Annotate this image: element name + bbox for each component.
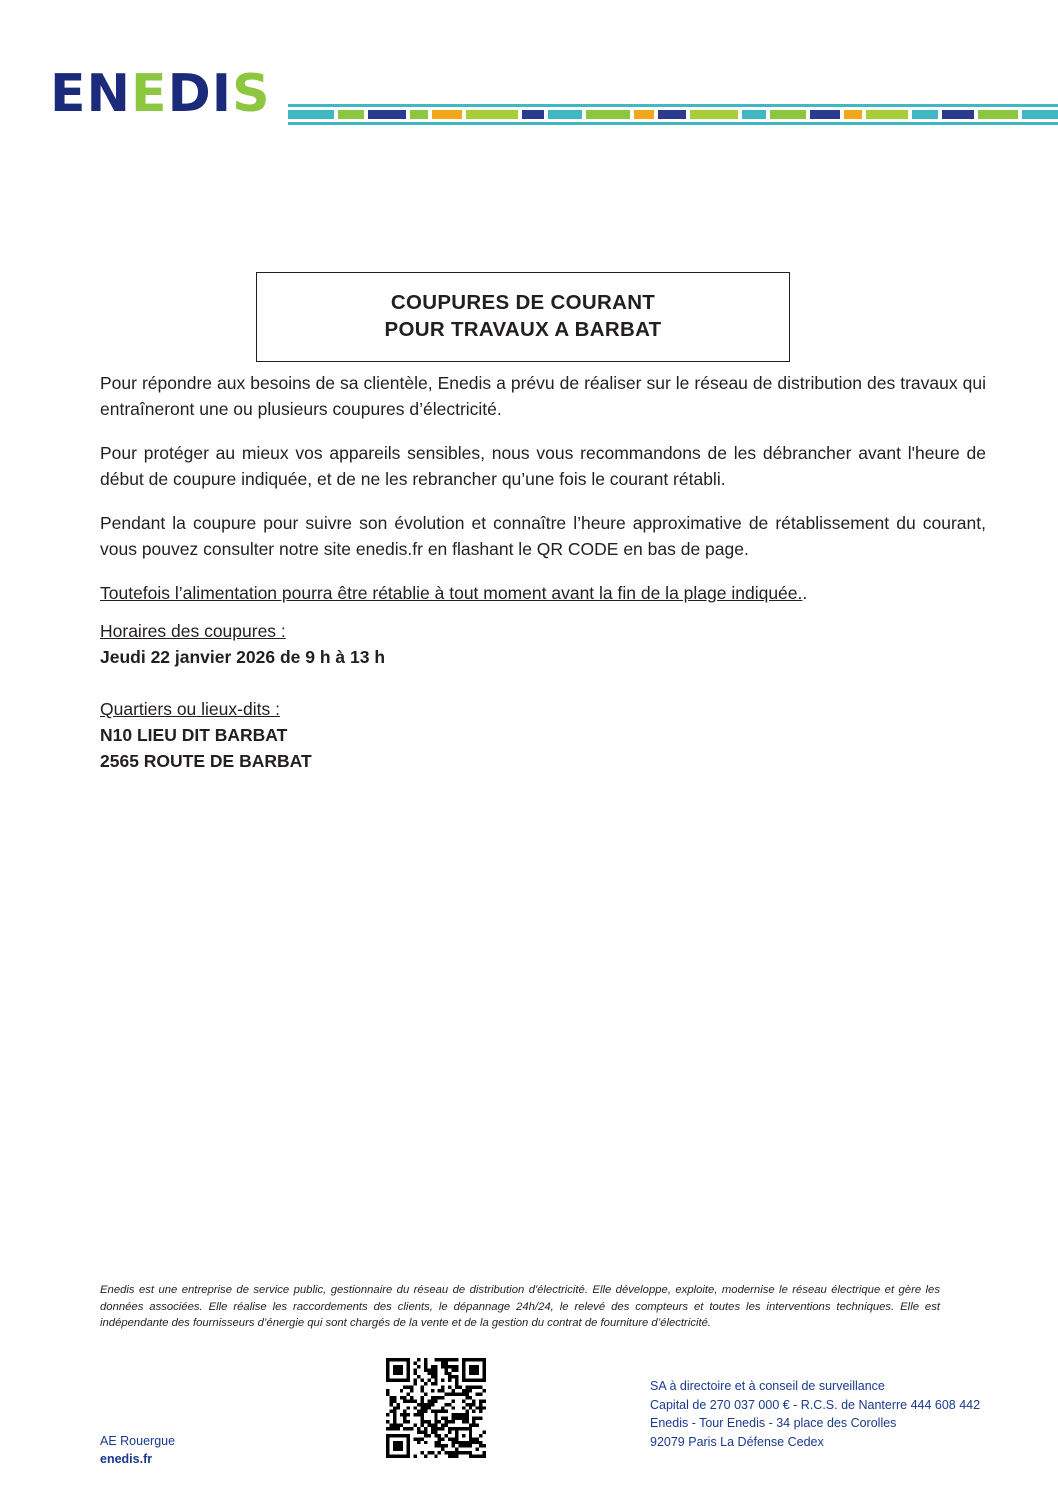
header-dash <box>288 110 334 119</box>
footer-left <box>100 1432 330 1468</box>
areas-value-1: N10 LIEU DIT BARBAT <box>100 725 288 745</box>
footer-website[interactable]: enedis.fr <box>100 1452 153 1466</box>
header-dash <box>658 110 686 119</box>
header-dash <box>844 110 862 119</box>
header-rule-top <box>288 104 1058 107</box>
header-dash <box>1022 110 1058 119</box>
header-dash <box>522 110 544 119</box>
header-dash <box>742 110 766 119</box>
header-dash <box>912 110 938 119</box>
footer-company-line-4: 92079 Paris La Défense Cedex <box>650 1434 824 1449</box>
page-title-line-2: POUR TRAVAUX A BARBAT <box>384 318 662 341</box>
areas-value-2: 2565 ROUTE DE BARBAT <box>100 751 312 771</box>
logo-wordmark: ENEDIS <box>50 64 271 124</box>
legal-notice: Enedis est une entreprise de service public, gestionnaire du réseau de distribution d'électricité. Elle développe, exploite, modernise le réseau électrique et gère les données associées. Elle réalise les raccordements des clients, le dépannage 24h/24, le relevé des compteurs et toutes les interventions techniques. Elle est indépendante des fournisseurs d’énergie qui sont chargés de la vente et de la gestion du contrat de fourniture d’électricité. <box>100 1284 940 1329</box>
schedule-label: Horaires des coupures : <box>100 621 286 641</box>
header-rule-bottom <box>288 122 1058 125</box>
header-dash <box>432 110 462 119</box>
header-dash <box>866 110 908 119</box>
schedule-group <box>100 618 986 670</box>
paragraph-1: Pour répondre aux besoins de sa clientèle, Enedis a prévu de réaliser sur le réseau de distribution des travaux qui entraîneront une ou plusieurs coupures d’électricité. <box>100 373 986 419</box>
paragraph-4-underlined: Toutefois l’alimentation pourra être rétablie à tout moment avant la fin de la plage indiquée. <box>100 583 803 603</box>
header-dash <box>466 110 518 119</box>
header-dash <box>942 110 974 119</box>
header-dash <box>368 110 406 119</box>
schedule-value: Jeudi 22 janvier 2026 de 9 h à 13 h <box>100 647 386 667</box>
footer-right <box>650 1377 1010 1451</box>
header-dash <box>586 110 630 119</box>
outage-details <box>100 618 986 800</box>
page-title-line-1: COUPURES DE COURANT <box>390 291 656 314</box>
body-text <box>100 370 986 606</box>
paragraph-2: Pour protéger au mieux vos appareils sensibles, nous vous recommandons de les débrancher avant l'heure de début de coupure indiquée, et de ne les rebrancher qu’une fois le courant rétabli. <box>100 443 986 489</box>
areas-group <box>100 696 986 774</box>
header-dash-row <box>288 110 1058 119</box>
paragraph-3: Pendant la coupure pour suivre son évolution et connaître l’heure approximative de rétablissement du courant, vous pouvez consulter notre site enedis.fr en flashant le QR CODE en bas de page. <box>100 513 986 559</box>
header-dash <box>548 110 582 119</box>
header-rule <box>288 104 1058 126</box>
header-dash <box>770 110 806 119</box>
paragraph-4: Toutefois l’alimentation pourra être rétablie à tout moment avant la fin de la plage indiquée.. <box>100 583 808 603</box>
document-header <box>50 62 1058 142</box>
enedis-logo <box>50 62 280 126</box>
footer-company-line-1: SA à directoire et à conseil de surveillance <box>650 1379 885 1393</box>
header-dash <box>410 110 428 119</box>
areas-label: Quartiers ou lieux-dits : <box>100 699 280 719</box>
header-dash <box>690 110 738 119</box>
header-dash <box>634 110 654 119</box>
footer-agency: AE Rouergue <box>100 1434 176 1448</box>
header-dash <box>810 110 840 119</box>
footer-company-line-3: Enedis - Tour Enedis - 34 place des Corolles <box>650 1416 897 1430</box>
header-dash <box>978 110 1018 119</box>
qr-code-icon[interactable] <box>386 1358 486 1458</box>
page-title-box <box>256 272 790 362</box>
header-dash <box>338 110 364 119</box>
footer-company-line-2: Capital de 270 037 000 € - R.C.S. de Nanterre 444 608 442 <box>650 1397 981 1412</box>
